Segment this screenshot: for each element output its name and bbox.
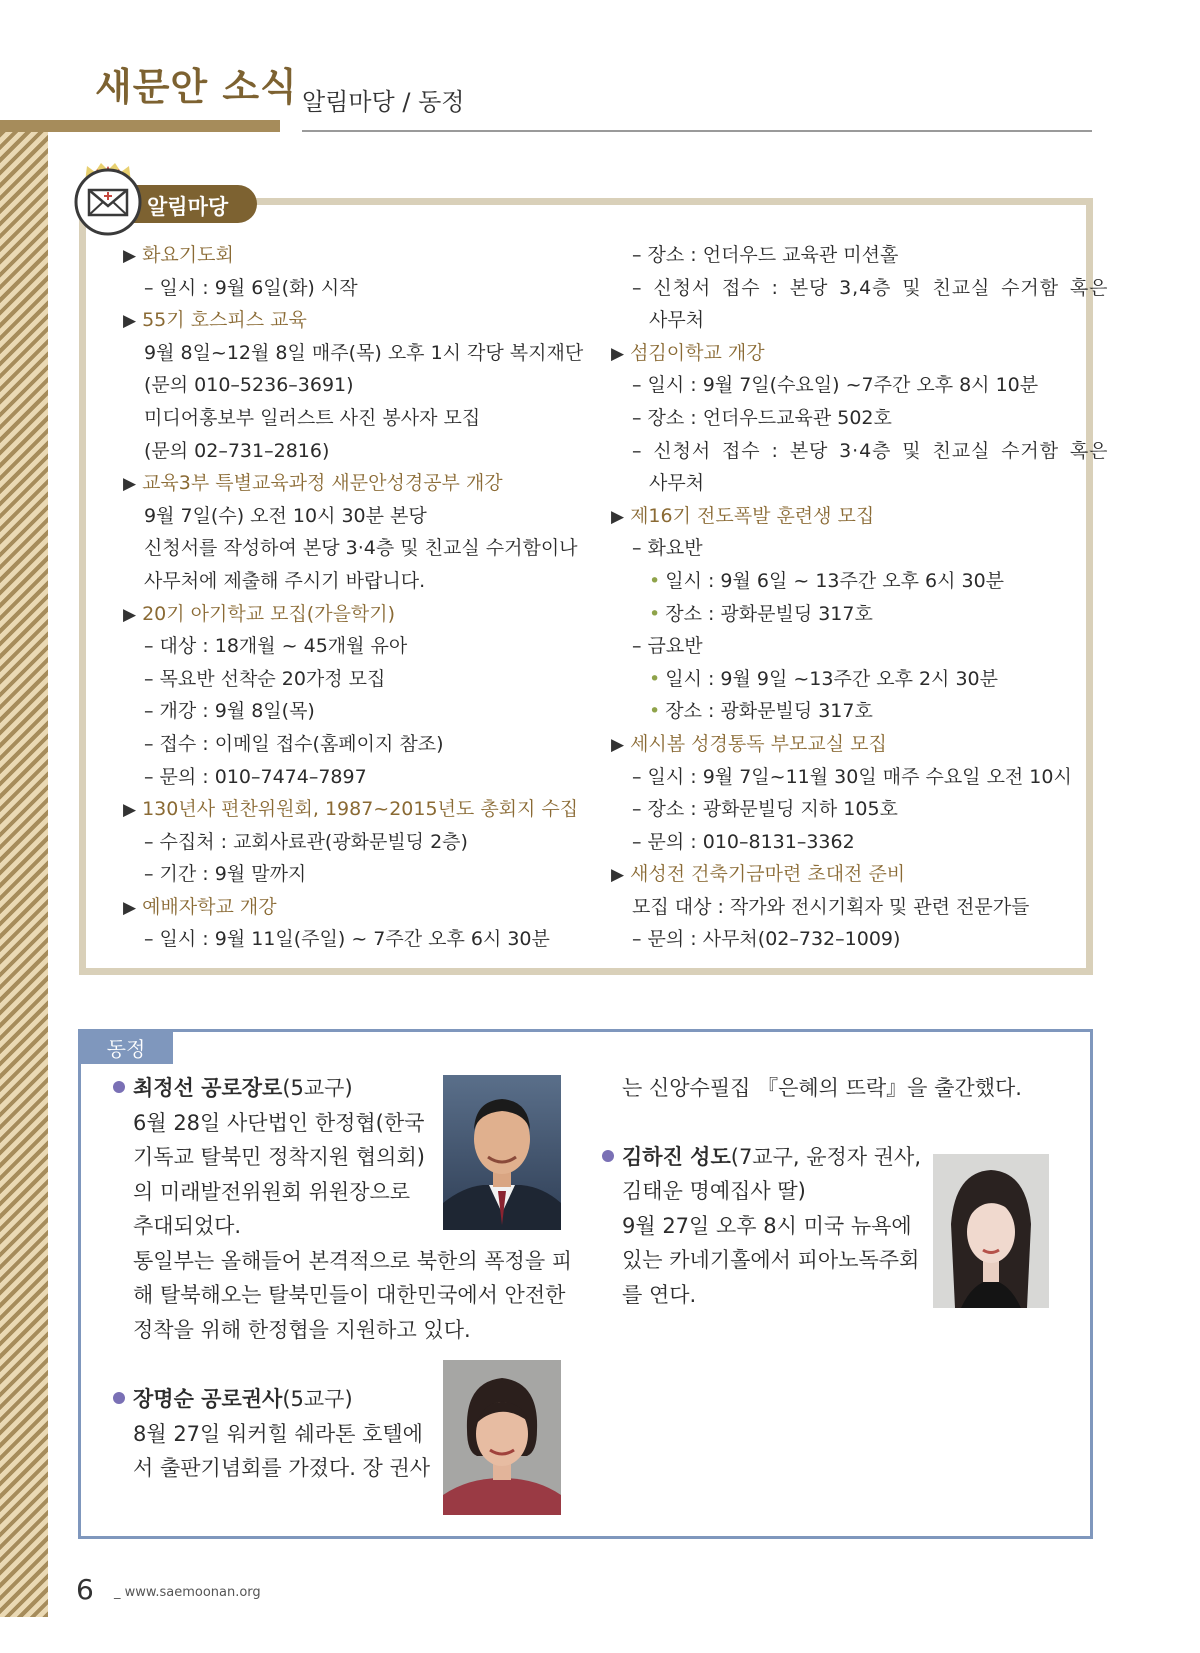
header-divider [302, 130, 1092, 132]
play-triangle-icon: ▶ [123, 897, 137, 918]
dot-icon: • [649, 700, 661, 723]
play-triangle-icon: ▶ [611, 343, 625, 364]
notice-detail: 신청서를 작성하여 본당 3·4층 및 친교실 수거함이나 [144, 537, 578, 560]
news-text-line: 정착을 위해 한정협을 지원하고 있다. [133, 1317, 471, 1342]
left-decorative-stripe [0, 132, 48, 1617]
news-text-line: 통일부는 올해들어 본격적으로 북한의 폭정을 피 [133, 1248, 573, 1273]
news-person-affiliation: (5교구) [282, 1387, 353, 1411]
portrait-photo-choi [443, 1075, 561, 1230]
notice-sub-item: • 일시 : 9월 6일 ~ 13주간 오후 6시 30분 [649, 569, 1005, 592]
notice-detail: 모집 대상 : 작가와 전시기획자 및 관련 전문가들 [632, 895, 1030, 918]
notice-detail: – 접수 : 이메일 접수(홈페이지 참조) [144, 732, 444, 755]
news-text-line: 추대되었다. [133, 1214, 242, 1238]
notice-heading: ▶ 화요기도회 [123, 244, 234, 266]
play-triangle-icon: ▶ [123, 800, 137, 821]
page-title: 새문안 소식 [95, 65, 298, 109]
notice-heading: ▶ 20기 아기학교 모집(가을학기) [123, 602, 396, 625]
news-person-name: 최정선 공로장로 [133, 1076, 283, 1100]
notice-detail: 9월 8일~12월 8일 매주(목) 오후 1시 각당 복지재단 [144, 341, 584, 364]
notice-heading: ▶ 예배자학교 개강 [123, 895, 277, 918]
notice-detail: 사무처에 제출해 주시기 바랍니다. [144, 569, 426, 592]
notice-board-tab: 알림마당 [133, 185, 257, 223]
bullet-icon [113, 1392, 125, 1404]
news-text-line: 9월 27일 오후 8시 미국 뉴욕에 [622, 1213, 912, 1238]
news-text-line: 를 연다. [622, 1282, 697, 1307]
notice-detail: – 기간 : 9월 말까지 [144, 863, 307, 886]
news-tab: 동정 [79, 1029, 173, 1064]
page-number: 6 [76, 1573, 94, 1606]
news-text-line: 서 출판기념회를 가졌다. 장 권사 [133, 1456, 431, 1480]
portrait-photo-jang [443, 1360, 561, 1515]
news-text-line: 해 탈북해오는 탈북민들이 대한민국에서 안전한 [133, 1283, 566, 1307]
news-person-affiliation: (5교구) [282, 1076, 353, 1100]
news-text-line: 있는 카네기홀에서 피아노독주회 [622, 1248, 920, 1272]
notice-detail: (문의 010–5236–3691) [144, 374, 354, 397]
dot-icon: • [649, 602, 661, 625]
bullet-icon [602, 1150, 614, 1162]
notice-heading: ▶ 새성전 건축기금마련 초대전 준비 [611, 863, 906, 886]
news-text-line: 6월 28일 사단법인 한정협(한국 [133, 1110, 425, 1135]
notice-detail: – 일시 : 9월 7일(수요일) ~7주간 오후 8시 10분 [632, 374, 1039, 397]
play-triangle-icon: ▶ [611, 865, 625, 886]
news-person-name: 장명순 공로권사 [133, 1387, 283, 1411]
notice-detail: 9월 7일(수) 오전 10시 30분 본당 [144, 504, 427, 527]
notice-detail: 사무처 [649, 472, 705, 495]
news-text-line: 기독교 탈북민 정착지원 협의회) [133, 1145, 425, 1169]
play-triangle-icon: ▶ [611, 506, 625, 527]
notice-detail: – 개강 : 9월 8일(목) [144, 700, 315, 723]
notice-sub-item: • 일시 : 9월 9일 ~13주간 오후 2시 30분 [649, 667, 998, 690]
news-person-affiliation: (7교구, 윤정자 권사, [730, 1144, 922, 1169]
notice-heading: ▶ 55기 호스피스 교육 [123, 309, 307, 332]
play-triangle-icon: ▶ [123, 604, 137, 625]
notice-detail: – 장소 : 광화문빌딩 지하 105호 [632, 798, 898, 821]
news-text-line: 김태운 명예집사 딸) [622, 1179, 806, 1203]
notice-left-column [123, 239, 593, 956]
notice-heading: ▶ 교육3부 특별교육과정 새문안성경공부 개강 [123, 472, 503, 495]
notice-detail: – 일시 : 9월 7일~11월 30일 매주 수요일 오전 10시 [632, 765, 1072, 788]
news-item-jang [113, 1382, 443, 1486]
notice-detail: 미디어홍보부 일러스트 사진 봉사자 모집 [144, 406, 481, 429]
notice-heading: ▶ 섬김이학교 개강 [611, 341, 765, 364]
notice-detail: – 수집처 : 교회사료관(광화문빌딩 2층) [144, 830, 468, 853]
play-triangle-icon: ▶ [123, 474, 137, 495]
notice-detail: – 화요반 [632, 537, 703, 560]
notice-heading: ▶ 제16기 전도폭발 훈련생 모집 [611, 504, 875, 527]
play-triangle-icon: ▶ [123, 246, 137, 266]
notice-detail: – 목요반 선착순 20가정 모집 [144, 667, 386, 690]
bullet-icon [113, 1081, 125, 1093]
envelope-icon [73, 160, 143, 236]
portrait-photo-kim [933, 1154, 1049, 1308]
notice-detail: – 문의 : 010–8131–3362 [632, 830, 855, 853]
play-triangle-icon: ▶ [123, 311, 137, 332]
notice-right-column [611, 239, 1109, 956]
news-text-line: 의 미래발전위원회 위원장으로 [133, 1179, 411, 1204]
site-url: _ www.saemoonan.org [114, 1585, 261, 1600]
notice-detail: – 신청서 접수 : 본당 3·4층 및 친교실 수거함 혹은 [632, 439, 1109, 462]
notice-detail: – 장소 : 언더우드교육관 502호 [632, 406, 892, 429]
dot-icon: • [649, 667, 661, 690]
notice-detail: – 문의 : 사무처(02–732–1009) [632, 928, 901, 951]
news-text-line: 는 신앙수필집 『은혜의 뜨락』을 출간했다. [622, 1076, 1022, 1100]
notice-sub-item: • 장소 : 광화문빌딩 317호 [649, 700, 873, 723]
play-triangle-icon: ▶ [611, 734, 625, 755]
news-text-line: 8월 27일 워커힐 쉐라톤 호텔에 [133, 1421, 423, 1446]
notice-detail: – 신청서 접수 : 본당 3,4층 및 친교실 수거함 혹은 [632, 276, 1109, 299]
notice-detail: – 일시 : 9월 6일(화) 시작 [144, 276, 358, 299]
notice-detail: – 장소 : 언더우드 교육관 미션홀 [632, 244, 899, 266]
notice-heading: ▶ 130년사 편찬위원회, 1987~2015년도 총회지 수집 [123, 798, 579, 821]
notice-detail: – 대상 : 18개월 ~ 45개월 유아 [144, 635, 408, 658]
notice-heading: ▶ 세시봄 성경통독 부모교실 모집 [611, 732, 887, 755]
header-accent-bar [0, 120, 280, 132]
notice-detail: 사무처 [649, 309, 705, 332]
notice-detail: – 일시 : 9월 11일(주일) ~ 7주간 오후 6시 30분 [144, 928, 550, 951]
notice-sub-item: • 장소 : 광화문빌딩 317호 [649, 602, 873, 625]
dot-icon: • [649, 569, 661, 592]
notice-detail: – 문의 : 010–7474–7897 [144, 765, 367, 788]
notice-detail: – 금요반 [632, 635, 703, 658]
news-person-name: 김하진 성도 [622, 1144, 731, 1169]
notice-detail: (문의 02–731–2816) [144, 439, 330, 462]
page-subtitle: 알림마당 / 동정 [302, 88, 465, 116]
